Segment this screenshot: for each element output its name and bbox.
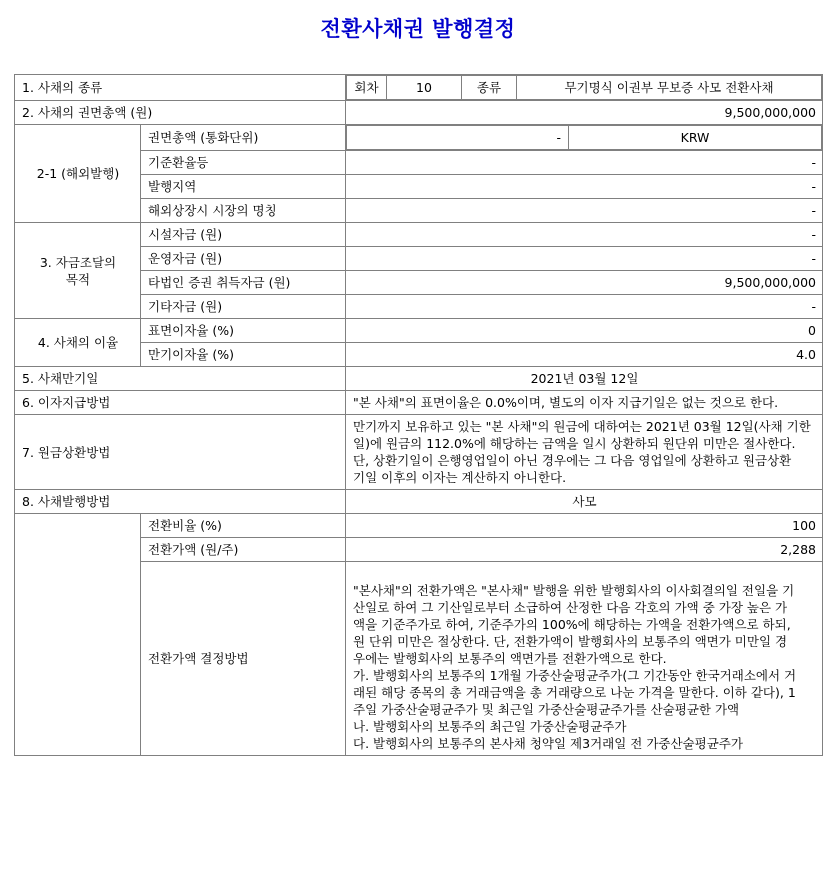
row-label-issuance-method: 8. 사채발행방법 bbox=[15, 490, 346, 514]
conversion-method-leading-gap bbox=[353, 565, 816, 582]
funding-purpose-label-line2: 목적 bbox=[65, 271, 91, 287]
conversion-method-line: 원 단위 미만은 절상한다. 단, 전환가액이 발행회사의 보통주의 액면가 미만일 경 bbox=[353, 634, 788, 649]
conversion-method-line: 우에는 발행회사의 보통주의 액면가를 전환가액으로 한다. bbox=[353, 651, 667, 666]
conversion-method-line: 가. 발행회사의 보통주의 1개월 가중산술평균주가(그 기간동안 한국거래소에서 거 bbox=[353, 668, 797, 683]
row-label-bond-interest-rate: 4. 사채의 이율 bbox=[15, 319, 141, 367]
repayment-line: 기일 이후의 이자는 계산하지 아니한다. bbox=[353, 470, 567, 485]
row-label-overseas-issuance: 2-1 (해외발행) bbox=[15, 125, 141, 223]
sub-label-other-funds: 기타자금 (원) bbox=[141, 295, 346, 319]
sub-label-overseas-market-name: 해외상장시 시장의 명칭 bbox=[141, 199, 346, 223]
row-label-maturity-date: 5. 사채만기일 bbox=[15, 367, 346, 391]
table-row-maturity-date bbox=[15, 367, 823, 391]
table-row-overseas-face-value bbox=[15, 125, 823, 151]
kind-value: 무기명식 이권부 무보증 사모 전환사채 bbox=[517, 76, 822, 100]
round-label: 회차 bbox=[347, 76, 387, 100]
row-value-overseas-face-value bbox=[346, 125, 823, 151]
table-row-bond-type bbox=[15, 75, 823, 101]
overseas-currency-unit: KRW bbox=[569, 126, 822, 150]
row-value-conversion-price-method bbox=[346, 562, 823, 756]
row-label-interest-payment-method: 6. 이자지급방법 bbox=[15, 391, 346, 415]
row-value-conversion-ratio: 100 bbox=[346, 514, 823, 538]
overseas-face-value-subtable bbox=[346, 125, 822, 150]
repayment-line: 일)에 원금의 112.0%에 해당하는 금액을 일시 상환하되 원단위 미만은 절사한다. bbox=[353, 436, 796, 451]
sub-label-conversion-price-method: 전환가액 결정방법 bbox=[141, 562, 346, 756]
conversion-method-line: 산일로 하여 그 기산일로부터 소급하여 산정한 다음 각호의 가액 중 가장 높은 가 bbox=[353, 600, 788, 615]
kind-label: 종류 bbox=[462, 76, 517, 100]
overseas-face-value-amount: - bbox=[347, 126, 569, 150]
conversion-method-line: 래된 해당 종목의 총 거래금액을 총 거래량으로 나눈 가격을 말한다. 이하 같다), 1 bbox=[353, 685, 796, 700]
table-row-facility-funds bbox=[15, 223, 823, 247]
row-value-interest-payment-method: "본 사채"의 표면이율은 0.0%이며, 별도의 이자 지급기일은 없는 것으로 한다. bbox=[346, 391, 823, 415]
row-value-other-corp-securities-funds: 9,500,000,000 bbox=[346, 271, 823, 295]
sub-label-coupon-rate: 표면이자율 (%) bbox=[141, 319, 346, 343]
row-value-total-face-value: 9,500,000,000 bbox=[346, 101, 823, 125]
row-label-conversion-terms bbox=[15, 514, 141, 756]
row-value-other-funds: - bbox=[346, 295, 823, 319]
funding-purpose-label-line1: 3. 자금조달의 bbox=[39, 254, 117, 270]
sub-label-base-exchange-rate: 기준환율등 bbox=[141, 151, 346, 175]
row-value-issuance-method: 사모 bbox=[346, 490, 823, 514]
sub-label-maturity-rate: 만기이자율 (%) bbox=[141, 343, 346, 367]
conversion-method-line: 다. 발행회사의 보통주의 본사채 청약일 제3거래일 전 가중산술평균주가 bbox=[353, 736, 743, 751]
sub-label-conversion-price: 전환가액 (원/주) bbox=[141, 538, 346, 562]
conversion-method-line: 주일 가중산술평균주가 및 최근일 가중산술평균주가를 산술평균한 가액 bbox=[353, 702, 740, 717]
row-value-coupon-rate: 0 bbox=[346, 319, 823, 343]
page-title: 전환사채권 발행결정 bbox=[320, 17, 516, 41]
table-row-coupon-rate bbox=[15, 319, 823, 343]
bond-type-subtable bbox=[346, 75, 822, 100]
round-value: 10 bbox=[387, 76, 462, 100]
table-row-total-face-value bbox=[15, 101, 823, 125]
row-label-bond-type: 1. 사채의 종류 bbox=[15, 75, 346, 101]
row-value-conversion-price: 2,288 bbox=[346, 538, 823, 562]
row-value-bond-type bbox=[346, 75, 823, 101]
table-row-issuance-method bbox=[15, 490, 823, 514]
conversion-method-line: 나. 발행회사의 보통주의 최근일 가중산술평균주가 bbox=[353, 719, 627, 734]
row-label-principal-repayment-method: 7. 원금상환방법 bbox=[15, 415, 346, 490]
convertible-bond-issuance-table bbox=[14, 74, 823, 756]
table-row-interest-payment-method bbox=[15, 391, 823, 415]
sub-label-overseas-face-value: 권면총액 (통화단위) bbox=[141, 125, 346, 151]
table-row-principal-repayment-method bbox=[15, 415, 823, 490]
row-value-overseas-market-name: - bbox=[346, 199, 823, 223]
row-label-funding-purpose bbox=[15, 223, 141, 319]
sub-label-other-corp-securities-funds: 타법인 증권 취득자금 (원) bbox=[141, 271, 346, 295]
row-value-facility-funds: - bbox=[346, 223, 823, 247]
repayment-line: 단, 상환기일이 은행영업일이 아닌 경우에는 그 다음 영업일에 상환하고 원금상환 bbox=[353, 453, 792, 468]
row-label-total-face-value: 2. 사채의 권면총액 (원) bbox=[15, 101, 346, 125]
row-value-maturity-date: 2021년 03월 12일 bbox=[346, 367, 823, 391]
conversion-method-line: 액을 기준주가로 하여, 기준주가의 100%에 해당하는 가액을 전환가액으로 하되, bbox=[353, 617, 791, 632]
row-value-issuance-region: - bbox=[346, 175, 823, 199]
row-value-maturity-rate: 4.0 bbox=[346, 343, 823, 367]
conversion-method-line: "본사채"의 전환가액은 "본사채" 발행을 위한 발행회사의 이사회결의일 전일을 기 bbox=[353, 583, 795, 598]
disclosure-table-container bbox=[0, 44, 836, 756]
sub-label-operating-funds: 운영자금 (원) bbox=[141, 247, 346, 271]
table-row-conversion-ratio bbox=[15, 514, 823, 538]
sub-label-conversion-ratio: 전환비율 (%) bbox=[141, 514, 346, 538]
row-value-principal-repayment-method bbox=[346, 415, 823, 490]
repayment-line: 만기까지 보유하고 있는 "본 사채"의 원금에 대하여는 2021년 03월 12일(사채 기한 bbox=[353, 419, 811, 434]
row-value-base-exchange-rate: - bbox=[346, 151, 823, 175]
sub-label-issuance-region: 발행지역 bbox=[141, 175, 346, 199]
sub-label-facility-funds: 시설자금 (원) bbox=[141, 223, 346, 247]
row-value-operating-funds: - bbox=[346, 247, 823, 271]
